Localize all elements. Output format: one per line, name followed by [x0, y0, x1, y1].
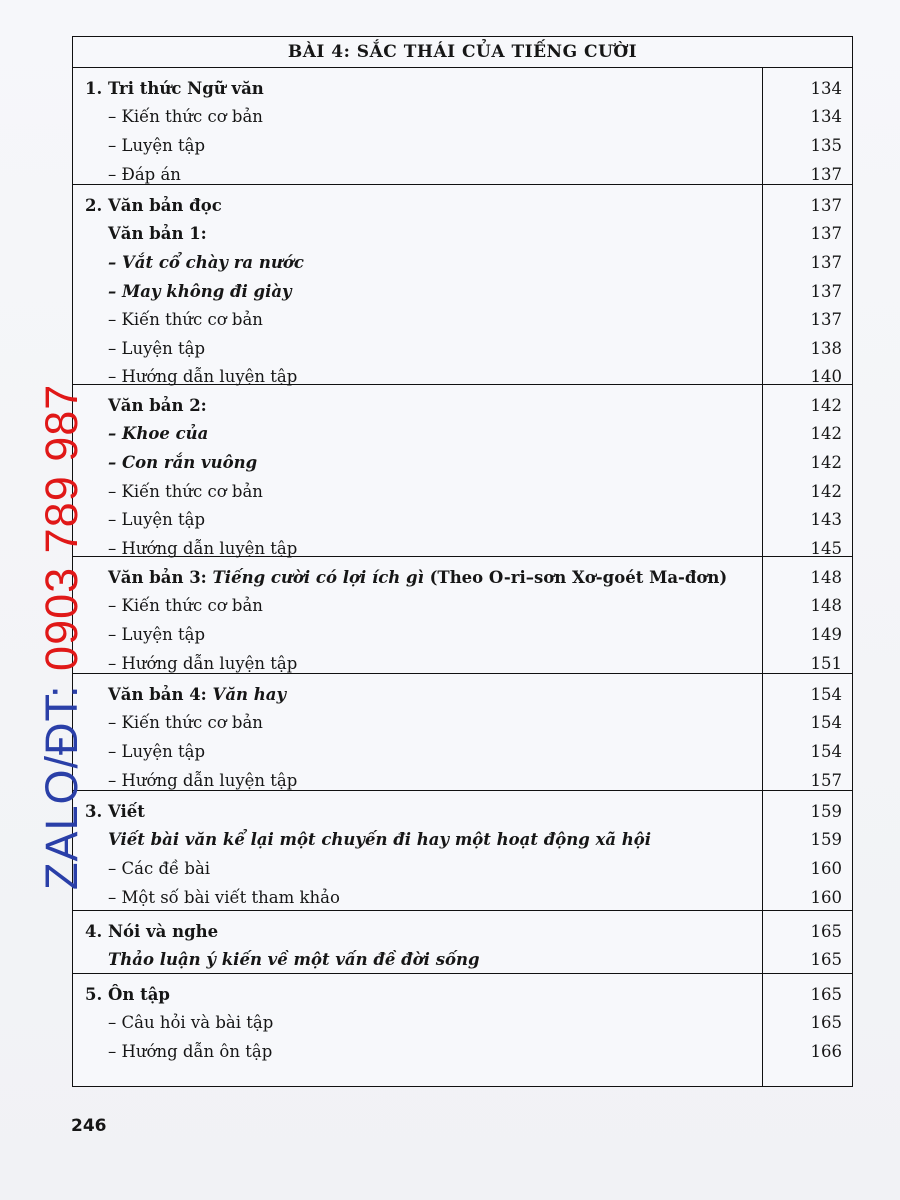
toc-entry [73, 248, 852, 277]
toc-entry [73, 477, 852, 506]
toc-entry-page: 151 [810, 653, 842, 673]
phone-watermark [36, 384, 88, 890]
toc-entry-title: – Câu hỏi và bài tập [108, 1013, 274, 1033]
toc-entry [73, 737, 852, 766]
toc-entry-title: – Luyện tập [108, 135, 206, 155]
toc-entry-title: – Con rắn vuông [108, 452, 258, 472]
toc-entry-title: – Hướng dẫn luyện tập [108, 538, 298, 558]
toc-entry-page: 160 [810, 858, 842, 878]
toc-entry-page: 135 [810, 135, 842, 155]
toc-entry-page: 140 [810, 367, 842, 387]
toc-entry-page: 142 [810, 395, 842, 415]
toc-entry-title: Văn bản 1: [108, 224, 207, 244]
toc-section [73, 185, 852, 385]
toc-entry-page: 137 [810, 252, 842, 272]
toc-entry-title: – Kiến thức cơ bản [108, 107, 263, 127]
toc-entry [73, 980, 852, 1009]
toc-entry-title: – May không đi giày [108, 281, 292, 301]
toc-entry-page: 157 [810, 770, 842, 790]
toc-entry [73, 620, 852, 649]
toc-entry-title: – Hướng dẫn luyện tập [108, 770, 298, 790]
toc-entry-title: – Luyện tập [108, 338, 206, 358]
toc-entry-title: Văn bản 4: Văn hay [108, 684, 287, 704]
toc-entry-title: – Kiến thức cơ bản [108, 481, 263, 501]
toc-entry-page: 142 [810, 481, 842, 501]
watermark-label: ZALO/ĐT: [36, 684, 87, 890]
toc-entry-title: – Luyện tập [108, 741, 206, 761]
toc-body [73, 68, 852, 1074]
toc-entry-title: – Kiến thức cơ bản [108, 310, 263, 330]
toc-entry-title: – Hướng dẫn luyện tập [108, 367, 298, 387]
toc-entry-page: 148 [810, 596, 842, 616]
toc-entry-title: – Khoe của [108, 424, 209, 444]
toc-entry [73, 826, 852, 855]
toc-entry-title: 2. Văn bản đọc [85, 195, 222, 215]
toc-entry-title: – Đáp án [108, 164, 181, 184]
toc-entry-title: 3. Viết [85, 801, 145, 821]
toc-entry [73, 334, 852, 363]
toc-entry-page: 134 [810, 107, 842, 127]
toc-entry-title: – Kiến thức cơ bản [108, 713, 263, 733]
toc-entry-page: 165 [810, 921, 842, 941]
toc-section [73, 911, 852, 974]
toc-entry [73, 305, 852, 334]
toc-entry-page: 134 [810, 78, 842, 98]
toc-entry-title: 5. Ôn tập [85, 984, 170, 1004]
toc-entry-title: – Hướng dẫn ôn tập [108, 1041, 273, 1061]
toc-entry-title: Văn bản 2: [108, 395, 207, 415]
toc-entry [73, 131, 852, 160]
toc-entry-page: 137 [810, 224, 842, 244]
toc-section [73, 974, 852, 1074]
toc-entry-title: Thảo luận ý kiến về một vấn đề đời sống [108, 950, 480, 970]
toc-entry-page: 154 [810, 713, 842, 733]
toc-entry [73, 563, 852, 592]
toc-entry-title: – Vắt cổ chày ra nước [108, 252, 304, 272]
toc-entry [73, 1037, 852, 1066]
toc-entry-page: 160 [810, 887, 842, 907]
toc-entry [73, 420, 852, 449]
toc-entry [73, 277, 852, 306]
toc-section [73, 791, 852, 911]
toc-entry-page: 166 [810, 1041, 842, 1061]
toc-entry-page: 165 [810, 950, 842, 970]
toc-entry-page: 154 [810, 741, 842, 761]
toc-section [73, 68, 852, 185]
toc-entry-title: Văn bản 3: Tiếng cười có lợi ích gì (Theo O-ri–sơn Xơ-goét Ma-đơn) [108, 567, 728, 587]
toc-entry-page: 148 [810, 567, 842, 587]
toc-entry-page: 137 [810, 281, 842, 301]
toc-title: BÀI 4: SẮC THÁI CỦA TIẾNG CƯỜI [73, 37, 852, 68]
table-of-contents [72, 36, 853, 1087]
toc-entry-page: 137 [810, 164, 842, 184]
watermark-phone: 0903 789 987 [36, 383, 87, 685]
toc-entry-title: – Kiến thức cơ bản [108, 596, 263, 616]
toc-entry [73, 103, 852, 132]
toc-entry-title: – Một số bài viết tham khảo [108, 887, 340, 907]
toc-entry-title: – Hướng dẫn luyện tập [108, 653, 298, 673]
toc-entry-page: 142 [810, 424, 842, 444]
toc-section [73, 674, 852, 791]
toc-entry-page: 165 [810, 984, 842, 1004]
toc-entry-title: – Luyện tập [108, 624, 206, 644]
toc-entry [73, 191, 852, 220]
toc-entry [73, 505, 852, 534]
toc-entry-page: 159 [810, 830, 842, 850]
toc-entry [73, 917, 852, 946]
toc-entry-page: 149 [810, 624, 842, 644]
toc-entry-title: – Các đề bài [108, 858, 211, 878]
toc-entry [73, 220, 852, 249]
toc-entry [73, 592, 852, 621]
toc-entry [73, 709, 852, 738]
toc-entry [73, 1009, 852, 1038]
toc-section [73, 557, 852, 674]
toc-entry [73, 797, 852, 826]
toc-entry [73, 74, 852, 103]
toc-entry [73, 854, 852, 883]
toc-entry-page: 145 [810, 538, 842, 558]
toc-entry-title: – Luyện tập [108, 510, 206, 530]
toc-entry-page: 143 [810, 510, 842, 530]
page-number: 246 [71, 1116, 107, 1136]
toc-entry-title: 1. Tri thức Ngữ văn [85, 78, 264, 98]
toc-entry [73, 883, 852, 912]
toc-entry-page: 137 [810, 310, 842, 330]
toc-entry [73, 946, 852, 975]
toc-entry [73, 391, 852, 420]
toc-entry-title: 4. Nói và nghe [85, 921, 219, 941]
toc-entry [73, 448, 852, 477]
toc-entry [73, 680, 852, 709]
toc-entry-page: 137 [810, 195, 842, 215]
toc-entry-page: 138 [810, 338, 842, 358]
toc-entry-page: 165 [810, 1013, 842, 1033]
toc-entry-title: Viết bài văn kể lại một chuyến đi hay một hoạt động xã hội [108, 830, 652, 850]
toc-entry-page: 154 [810, 684, 842, 704]
toc-section [73, 385, 852, 557]
toc-entry-page: 159 [810, 801, 842, 821]
toc-entry-page: 142 [810, 452, 842, 472]
